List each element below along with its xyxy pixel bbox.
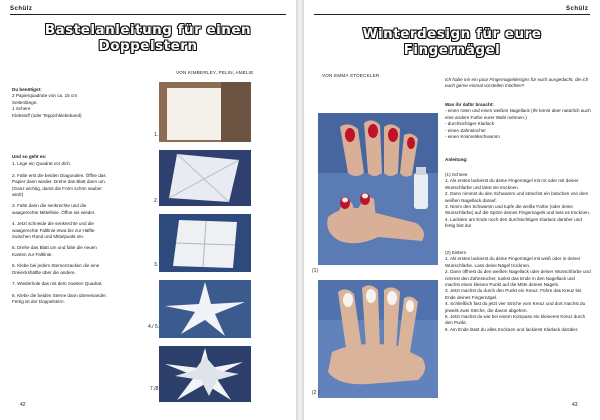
step-photo-7-8: [159, 346, 251, 402]
intro-text: Ich habe mir ein paar Fingernageldesigns für euch ausgedacht, die ich euch gerne einmal vorstellen möchte!!!: [445, 77, 589, 89]
material-item: Klebstoff (oder Teppichklebeband): [12, 112, 82, 118]
step-photo-2: [159, 150, 251, 206]
right-header-logo: Schülz: [566, 6, 589, 12]
steps-heading: Und so geht es:: [12, 154, 47, 159]
section-ice-star-step: 3. Jetzt machst du durch den Punkt ein Kreuz. Führe das Kreuz bis Ende deines Fingernägel.: [445, 288, 582, 300]
left-byline: VON KIMBERLEY, PELIN, AMELIE: [176, 70, 254, 75]
materials-heading: Du benötigst:: [12, 87, 42, 92]
guide-heading: Anleitung:: [445, 157, 468, 162]
section-ice-star-step: 6. Am Ende lässt du alles trocknen und lackierst Klarlack darüber.: [445, 326, 579, 332]
step-photo-1: [159, 82, 251, 142]
step-photo-4-5: [159, 280, 251, 338]
supplies-heading: Was ihr dafür braucht:: [445, 102, 494, 107]
right-byline: VON EMMA STOECKLER: [322, 73, 380, 78]
left-header-logo: Schülz: [10, 6, 33, 12]
section-snow: [445, 172, 591, 230]
section-ice-star: [445, 250, 591, 333]
photo-label-7-8: 7./8.: [150, 386, 160, 392]
step-item: 1. Lege ein Quadrat vor dich.: [12, 161, 72, 167]
section-ice-star-step: 4. Schließlich fast du jetzt vier Striche vom Kreuz und dort machst du jeweils zwei Striche, die davon abgehen.: [445, 301, 586, 313]
photo-label-3: 3.: [154, 262, 159, 268]
section-snow-step: 3. Nimm den Schwamm und tupfe die weiße Farbe (oder deine Wunschfarbe) auf die Spitze deines Fingernagels und lass es trocknen.: [445, 204, 590, 216]
left-title-line2: Doppelstern: [98, 38, 198, 54]
material-item: Seitenlänge.: [12, 99, 38, 105]
right-page-number: 43: [572, 402, 578, 408]
left-title: [14, 22, 282, 54]
supply-item: - einen Kosmetikschwamm: [445, 134, 500, 140]
left-page: [0, 0, 296, 420]
section-ice-star-step: 2. Dann öffnest du den weißen Nagellack oder deiner Wunschfarbe und nimmst den Zahnstocher, tunkst das Ende in den Nagellack und machst einen kleinen Punkt auf die Mitte deines Nagels.: [445, 269, 591, 288]
left-page-number: 42: [20, 402, 26, 408]
materials-list: [12, 87, 110, 119]
section-ice-star-heading: (2) Eistern: [445, 250, 467, 255]
section-ice-star-step: 1. Als erstes lackierst du deine Fingernägel mit weiß oder in deiner Wunschfarbe. Lass deine Nägel trocknen.: [445, 256, 581, 268]
material-item: 2 Papierquadrate von ca. 15 cm: [12, 93, 78, 99]
photo-label-1: 1.: [154, 132, 159, 138]
steps-list: [12, 154, 112, 305]
nail-photo-snow: [318, 113, 438, 265]
right-page: [304, 0, 600, 420]
step-item: 3. Falte dann die senkrechte und die waagerechte Mittellinie. Öffne sie wieder.: [12, 203, 96, 215]
step-item: 4. Jetzt schneide die senkrechte und die waagerechte Faltlinie etwa bis zur Hälfte zwischen Rand und Mittelpunkt ein.: [12, 221, 95, 240]
nail-photo-label-2: (2 ): [312, 390, 320, 396]
supplies-list: [445, 102, 591, 140]
supply-item: - durchsichtiger Klarlack: [445, 121, 495, 127]
supply-item: - einen roten und einen weißen Nagellack (Ihr könnt aber natürlich auch eine andere Farbe eurer Wahl nehmen.): [445, 108, 591, 120]
section-snow-heading: (1) Schnee: [445, 172, 468, 177]
step-item: 8. Klebe die beiden Sterne dann übereinander. Fertig ist der Doppelstern.: [12, 292, 108, 304]
right-title: [318, 26, 586, 58]
guide-heading-wrap: [445, 157, 591, 163]
step-item: 7. Wiederhole das mit dem zweiten Quadrat.: [12, 281, 103, 287]
right-header-rule: [314, 14, 590, 15]
step-photo-3: [159, 214, 251, 272]
nail-photo-label-1: (1): [312, 268, 319, 274]
section-snow-step: 1. Als erstes lackierst du deine Fingernägel mit rot oder mit deiner Wunschfarbe und lässt sie trocknen.: [445, 178, 579, 190]
supply-item: - einen Zahnstocher: [445, 127, 486, 133]
left-header-rule: [10, 14, 286, 15]
step-item: 5. Drehe das Blatt um und falte die neuen Kanten zur Faltlinie.: [12, 245, 97, 257]
step-item: 2. Falte erst die beiden Diagonalen. Öffne das Papier dann wieder. Drehe das Blatt dann um. (Ganz wichtig, damit die Form schön sauber wird!): [12, 172, 106, 198]
right-title-line2: Fingernägel: [403, 42, 501, 58]
book-spine: [296, 0, 304, 420]
left-title-line1: Bastelanleitung für einen: [44, 22, 252, 38]
photo-label-4-5: 4./ 5.: [148, 324, 160, 330]
material-item: 1 Schere: [12, 106, 31, 112]
right-title-line1: Winterdesign für eure: [362, 26, 542, 42]
section-snow-step: 4. Lackiere am Ende noch den durchsichtigen Klarlack darüber und fertig bist du!: [445, 216, 582, 229]
section-ice-star-step: 5. Jetzt machst du wie bei einem Kompass ein kleineres Kreuz durch den Punkt.: [445, 314, 586, 326]
photo-label-2: 2.: [154, 198, 159, 204]
nail-photo-ice-star: [318, 280, 438, 398]
step-item: 6. Klebe bei jedem Sternenzacken die eine Dreieckshälfte über die andere.: [12, 263, 100, 275]
section-snow-step: 2. Dann nimmst du den Schwamm und streichst ein bisschen von dem weißen Nagellack darauf.: [445, 191, 589, 203]
